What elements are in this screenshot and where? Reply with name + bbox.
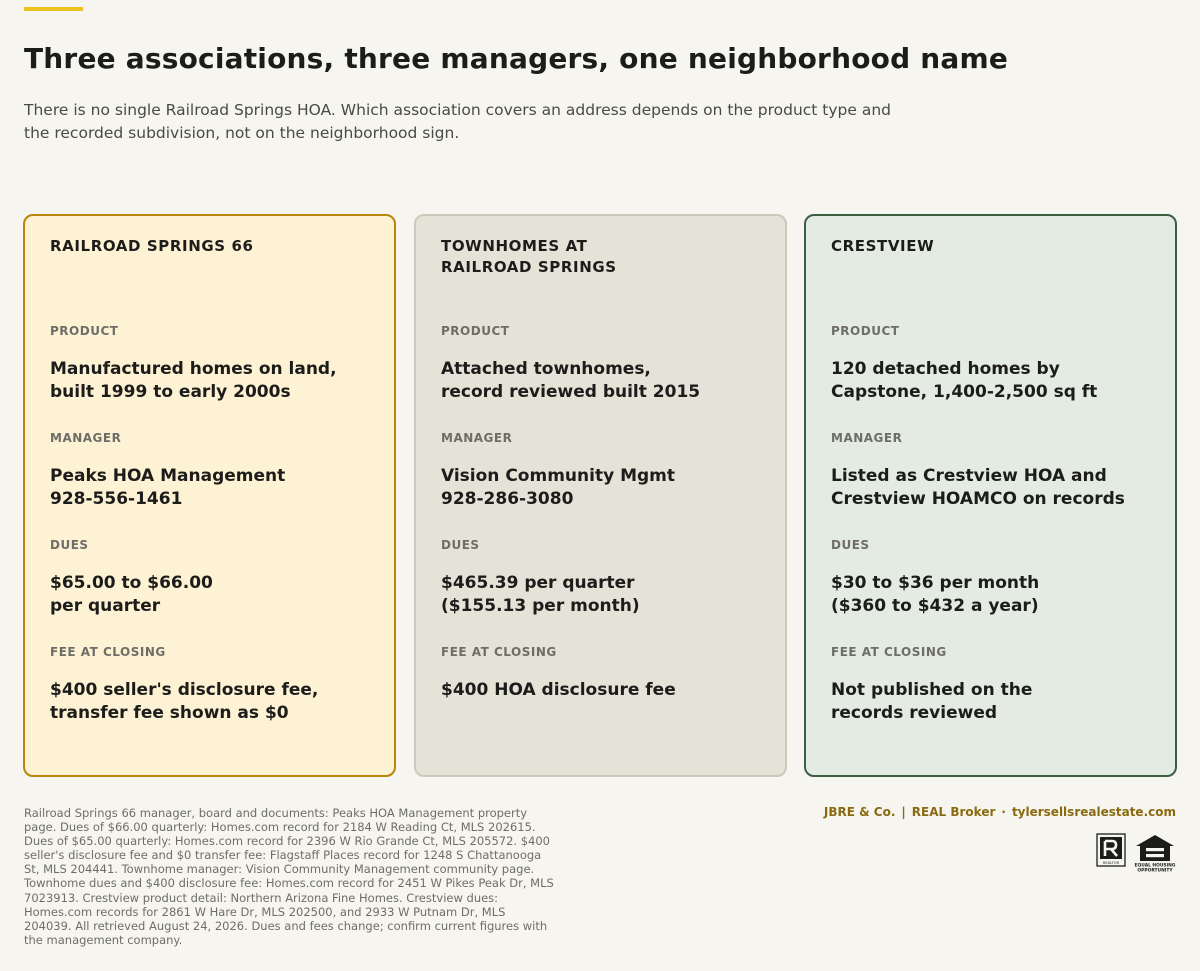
equal-housing-opportunity-icon (1134, 833, 1176, 873)
product-line: 120 detached homes by (831, 359, 1060, 379)
dues-line: ($360 to $432 a year) (831, 595, 1039, 616)
dues-label: DUES (50, 538, 89, 552)
logo-group (1096, 833, 1176, 873)
fee-line: transfer fee shown as $0 (50, 702, 289, 723)
dues-label: DUES (441, 538, 480, 552)
accent-bar (24, 7, 83, 11)
product-line: Capstone, 1,400-2,500 sq ft (831, 381, 1098, 402)
brand-separator: | (901, 805, 906, 819)
brand-broker: REAL Broker (911, 805, 996, 819)
card-title-line: RAILROAD SPRINGS (441, 258, 617, 276)
dues-value (50, 572, 370, 617)
brand-line (824, 805, 1176, 819)
product-value (831, 358, 1151, 403)
dues-value (441, 572, 761, 617)
product-value (441, 358, 761, 403)
dues-line: $65.00 to $66.00 (50, 573, 213, 593)
card-title (50, 236, 350, 257)
eho-logo-text: OPPORTUNITY (1137, 868, 1173, 873)
association-card-railroad-springs-66 (23, 214, 396, 777)
manager-label: MANAGER (831, 431, 903, 445)
product-line: built 1999 to early 2000s (50, 381, 291, 402)
manager-line: Listed as Crestview HOA and (831, 466, 1107, 486)
dues-line: $465.39 per quarter (441, 573, 635, 593)
manager-line: Crestview HOAMCO on records (831, 488, 1125, 509)
brand-separator: · (1001, 805, 1006, 819)
card-title-line: CRESTVIEW (831, 237, 935, 255)
product-label: PRODUCT (831, 324, 900, 338)
fee-line: Not published on the (831, 680, 1033, 700)
product-label: PRODUCT (50, 324, 119, 338)
manager-line: Peaks HOA Management (50, 466, 286, 486)
dues-value (831, 572, 1151, 617)
association-card-crestview (804, 214, 1177, 777)
fee-label: FEE AT CLOSING (50, 645, 166, 659)
product-line: Attached townhomes, (441, 359, 651, 379)
manager-phone: 928-556-1461 (50, 488, 183, 509)
product-line: record reviewed built 2015 (441, 381, 701, 402)
manager-value (441, 465, 761, 510)
fee-line: $400 seller's disclosure fee, (50, 680, 319, 700)
fee-value (50, 679, 370, 724)
manager-value (831, 465, 1151, 510)
card-title-line: TOWNHOMES AT (441, 237, 588, 255)
dues-line: $30 to $36 per month (831, 573, 1040, 593)
eho-logo-text: EQUAL HOUSING (1134, 863, 1176, 869)
realtor-logo-text: REALTOR (1102, 861, 1120, 865)
page-title: Three associations, three managers, one neighborhood name (24, 42, 1009, 75)
realtor-logo-icon (1096, 833, 1126, 867)
product-label: PRODUCT (441, 324, 510, 338)
sources-footnote: Railroad Springs 66 manager, board and documents: Peaks HOA Management property page. Dues of $66.00 quarterly: Homes.com record for 2184 W Reading Ct, MLS 202615. Dues of $65.00 quarterly: Homes.com record for 2396 W Rio Grande Ct, MLS 205572. $400 seller's disclosure fee and $0 transfer fee: Flagstaff Places record for 1248 S Chattanooga St, MLS 204441. Townhome manager: Vision Community Management community page. Townhome dues and $400 disclosure fee: Homes.com record for 2451 W Pikes Peak Dr, MLS 7023913. Crestview product detail: Northern Arizona Fine Homes. Crestview dues: Homes.com records for 2861 W Hare Dr, MLS 202500, and 2933 W Putnam Dr, MLS 204039. All retrieved August 24, 2026. Dues and fees change; confirm current figures with the management company. (24, 806, 554, 947)
card-title (831, 236, 1131, 257)
fee-label: FEE AT CLOSING (831, 645, 947, 659)
fee-line: records reviewed (831, 702, 998, 723)
association-card-townhomes (414, 214, 787, 777)
dues-line: per quarter (50, 595, 161, 616)
manager-phone: 928-286-3080 (441, 488, 574, 509)
brand-company: JBRE & Co. (823, 805, 896, 819)
card-title-line: RAILROAD SPRINGS 66 (50, 237, 254, 255)
dues-line: ($155.13 per month) (441, 595, 640, 616)
manager-label: MANAGER (441, 431, 513, 445)
brand-website: tylersellsrealestate.com (1011, 805, 1176, 819)
manager-value (50, 465, 370, 510)
product-value (50, 358, 370, 403)
dues-label: DUES (831, 538, 870, 552)
fee-label: FEE AT CLOSING (441, 645, 557, 659)
manager-line: Vision Community Mgmt (441, 466, 675, 486)
manager-label: MANAGER (50, 431, 122, 445)
fee-value (831, 679, 1151, 724)
page-subtitle: There is no single Railroad Springs HOA. Which association covers an address depends on the product type and the recorded subdivision, not on the neighborhood sign. (24, 101, 892, 142)
product-line: Manufactured homes on land, (50, 359, 337, 379)
fee-value (441, 679, 761, 702)
fee-line: $400 HOA disclosure fee (441, 680, 676, 700)
card-title (441, 236, 741, 278)
